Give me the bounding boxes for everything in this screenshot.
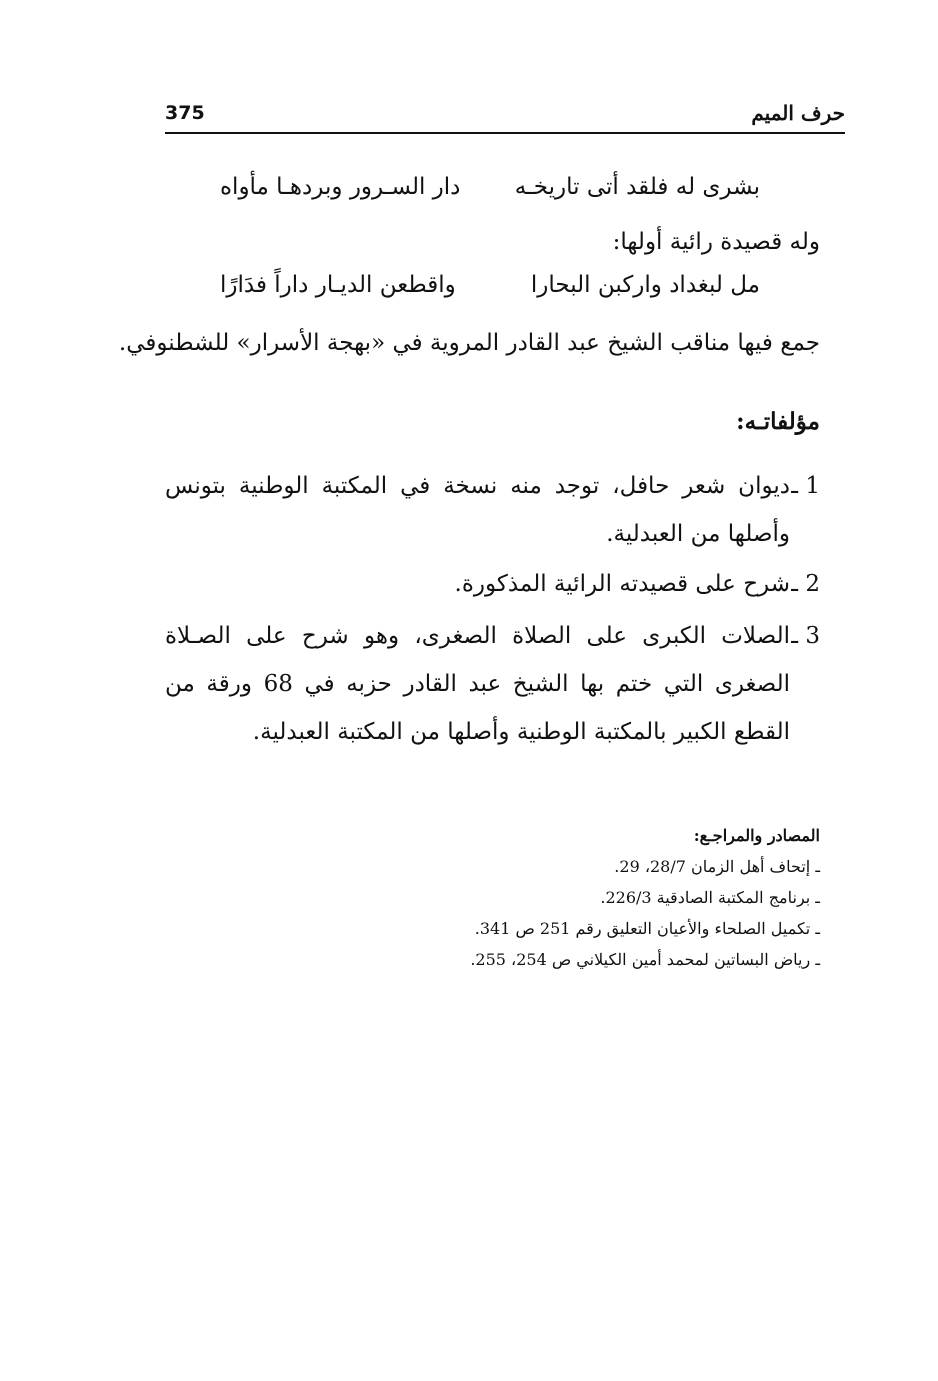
- page-number: 375: [165, 102, 205, 124]
- intro-line: وله قصيدة رائية أولها:: [612, 229, 820, 255]
- source-item: ـ إتحاف أهل الزمان 28/7، 29.: [614, 857, 820, 876]
- work-item-number: 2 ـ: [791, 571, 820, 597]
- work-item-text: ديوان شعر حافل، توجد منه نسخة في المكتبة الوطنية بتونس وأصلها من العبدلية.: [165, 473, 790, 547]
- collected-line: جمع فيها مناقب الشيخ عبد القادر المروية في «بهجة الأسرار» للشطنوفي.: [118, 330, 820, 356]
- work-item-text: الصلات الكبرى على الصلاة الصغرى، وهو شرح على الصـلاة الصغرى التي ختم بها الشيخ عبد القادر حزبه في 68 ورقة من القطع الكبير بالمكتبة الوطنية وأصلها من المكتبة العبدلية.: [165, 623, 790, 745]
- work-item-3: [165, 612, 820, 756]
- verse-2-first-hemistich: مل لبغداد واركبن البحارا: [530, 272, 760, 298]
- source-item: ـ برنامج المكتبة الصادقية 226/3.: [600, 888, 820, 907]
- page-header: [165, 98, 845, 134]
- work-item-2: [165, 560, 820, 608]
- sources-title: المصادر والمراجـع:: [693, 826, 820, 845]
- work-item-number: 1 ـ: [791, 473, 820, 499]
- work-item-number: 3 ـ: [791, 623, 820, 649]
- verse-1: [220, 170, 760, 204]
- works-title: مؤلفاتـه:: [736, 408, 820, 435]
- verse-1-second-hemistich: دار السـرور وبردهـا مأواه: [220, 174, 461, 200]
- source-item: ـ رياض البساتين لمحمد أمين الكيلاني ص 254، 255.: [470, 950, 820, 969]
- running-head: حرف الميم: [751, 101, 845, 125]
- source-item: ـ تكميل الصلحاء والأعيان التعليق رقم 251 ص 341.: [474, 919, 820, 938]
- verse-1-first-hemistich: بشرى له فلقد أتى تاريخـه: [514, 174, 760, 200]
- work-item-1: [165, 462, 820, 558]
- work-item-text: شرح على قصيدته الرائية المذكورة.: [454, 571, 790, 597]
- verse-2: [220, 268, 760, 302]
- sources-block: [400, 820, 820, 975]
- verse-2-second-hemistich: واقطعن الديـار داراً فدَارًا: [220, 272, 456, 298]
